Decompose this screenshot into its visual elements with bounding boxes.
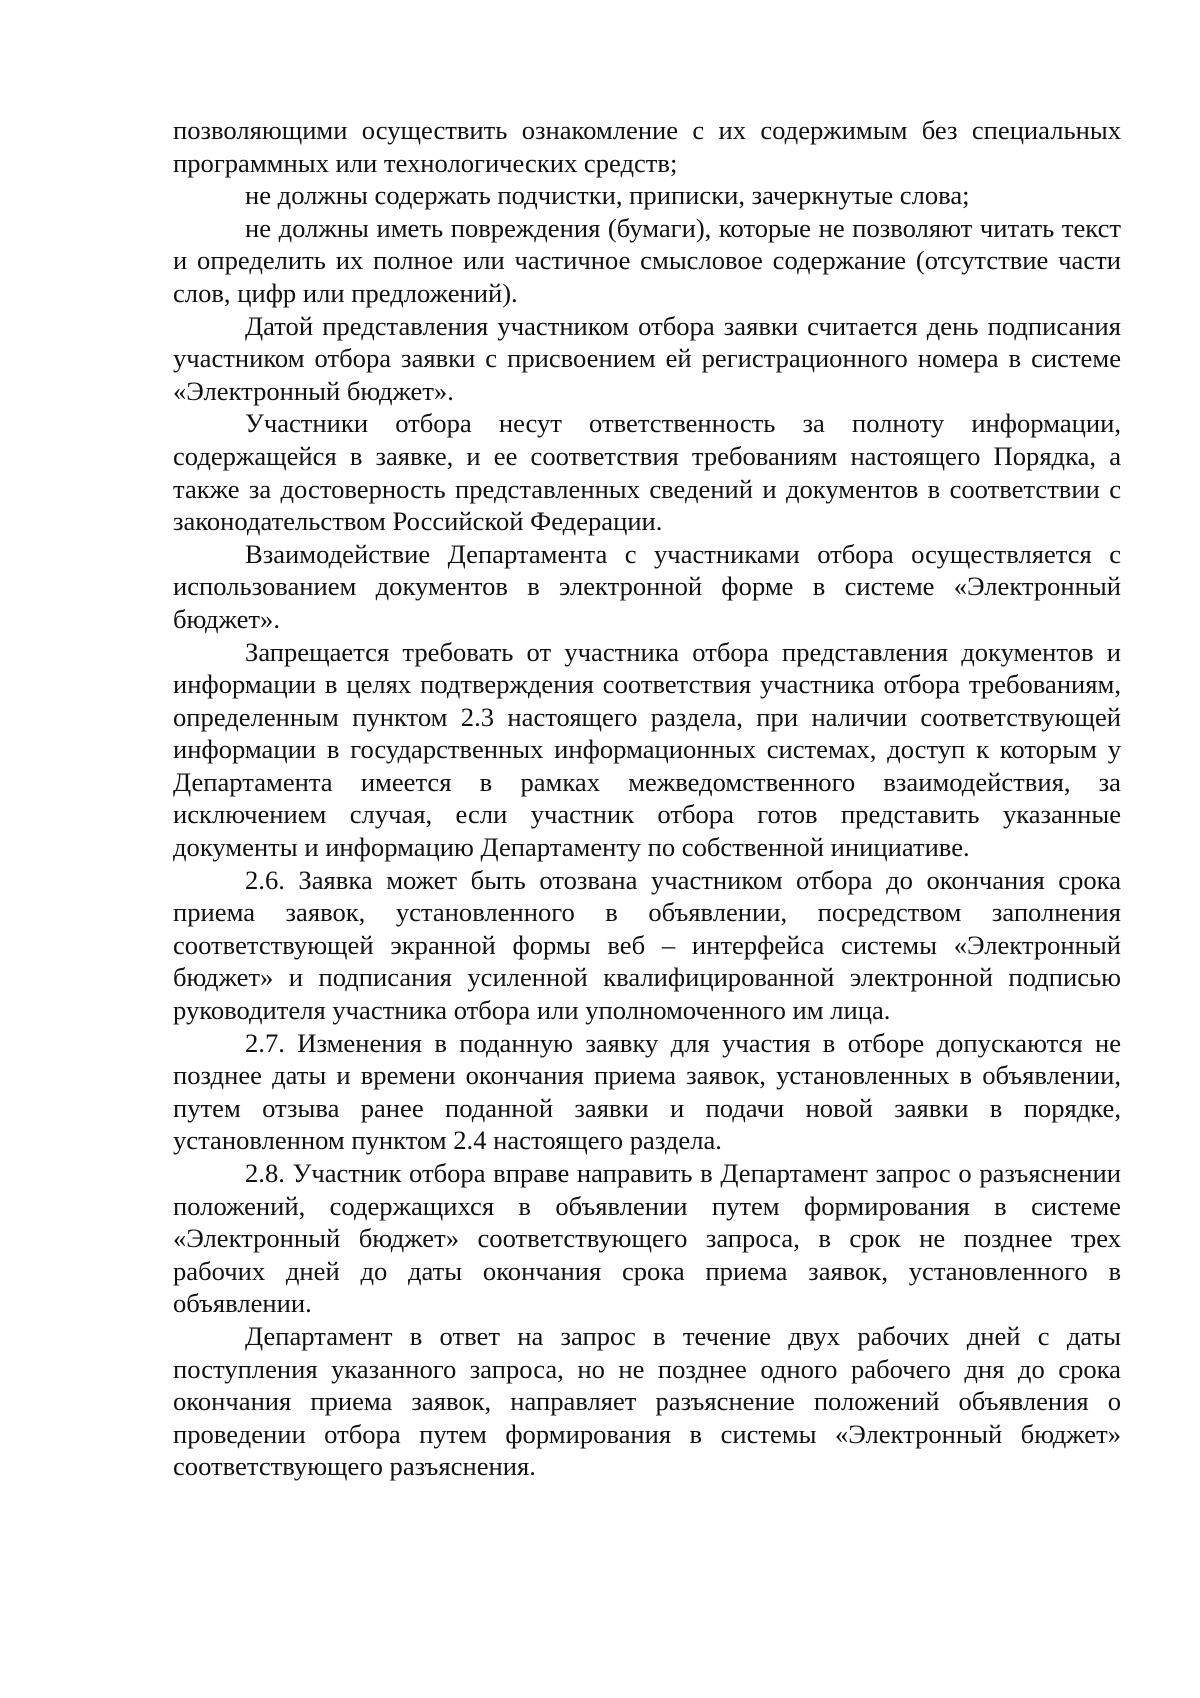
paragraph-9: 2.7. Изменения в поданную заявку для участия в отборе допускаются не позднее даты и времени окончания приема заявок, установленных в объявлении, путем отзыва ранее поданной заявки и подачи новой заявки в порядке, установленном пунктом 2.4 настоящего раздела. xyxy=(173,1027,1121,1156)
paragraph-4: Датой представления участником отбора заявки считается день подписания участником отбора заявки с присвоением ей регистрационного номера в системе «Электронный бюджет». xyxy=(173,310,1121,406)
paragraph-3: не должны иметь повреждения (бумаги), которые не позволяют читать текст и определить их полное или частичное смысловое содержание (отсутствие части слов, цифр или предложений). xyxy=(173,212,1121,308)
paragraph-5: Участники отбора несут ответственность за полноту информации, содержащейся в заявке, и ее соответствия требованиям настоящего Порядка, а также за достоверность представленных сведений и документов в соответствии с законодательством Российской Федерации. xyxy=(173,408,1121,537)
paragraph-1: позволяющими осуществить ознакомление с их содержимым без специальных программных или технологических средств; xyxy=(173,115,1121,178)
document-body xyxy=(173,114,1121,1483)
paragraph-2: не должны содержать подчистки, приписки, зачеркнутые слова; xyxy=(245,180,970,211)
paragraph-6: Взаимодействие Департамента с участниками отбора осуществляется с использованием документов в электронной форме в системе «Электронный бюджет». xyxy=(173,538,1121,634)
paragraph-7: Запрещается требовать от участника отбора представления документов и информации в целях подтверждения соответствия участника отбора требованиям, определенным пунктом 2.3 настоящего раздела, при наличии соответствующей информации в государственных информационных системах, доступ к которым у Департамента имеется в рамках межведомственного взаимодействия, за исключением случая, если участник отбора готов представить указанные документы и информацию Департаменту по собственной инициативе. xyxy=(173,636,1121,863)
paragraph-11: Департамент в ответ на запрос в течение двух рабочих дней с даты поступления указанного запроса, но не позднее одного рабочего дня до срока окончания приема заявок, направляет разъяснение положений объявления о проведении отбора путем формирования в системы «Электронный бюджет» соответствующего разъяснения. xyxy=(173,1320,1121,1482)
paragraph-8: 2.6. Заявка может быть отозвана участником отбора до окончания срока приема заявок, установленного в объявлении, посредством заполнения соответствующей экранной формы веб – интерфейса системы «Электронный бюджет» и подписания усиленной квалифицированной электронной подписью руководителя участника отбора или уполномоченного им лица. xyxy=(173,864,1121,1026)
paragraph-10: 2.8. Участник отбора вправе направить в Департамент запрос о разъяснении положений, содержащихся в объявлении путем формирования в системе «Электронный бюджет» соответствующего запроса, в срок не позднее трех рабочих дней до даты окончания срока приема заявок, установленного в объявлении. xyxy=(173,1158,1121,1319)
